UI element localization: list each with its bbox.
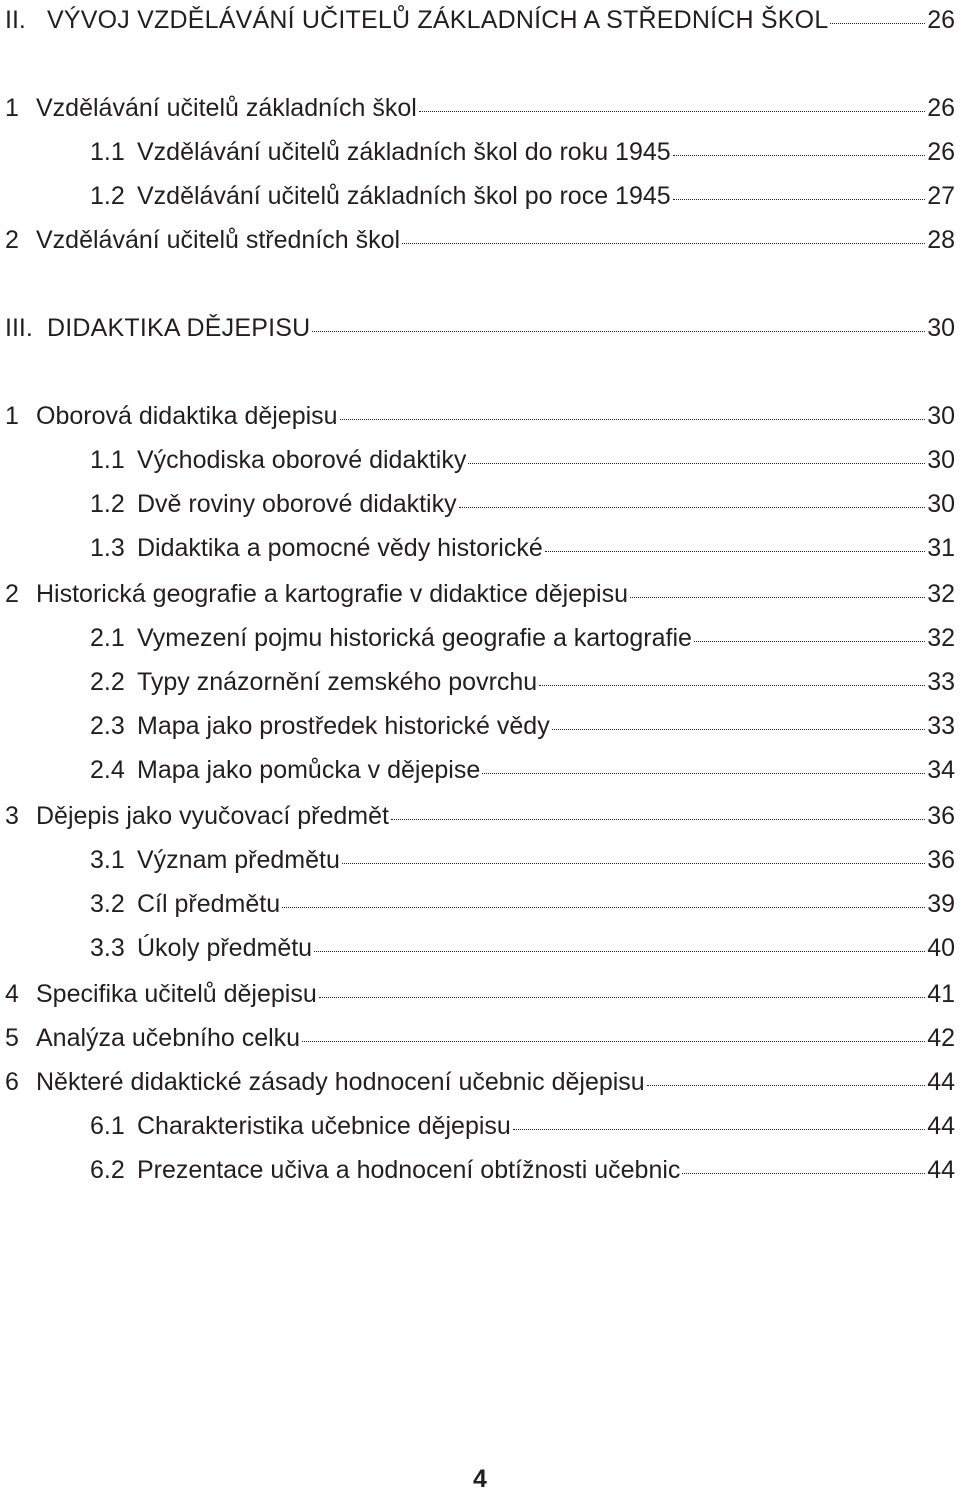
dot-leader	[482, 773, 925, 774]
toc-entry-page: 32	[927, 580, 955, 608]
toc-entry-page: 44	[927, 1068, 955, 1096]
toc-entry-page: 33	[927, 668, 955, 696]
dot-leader	[545, 551, 925, 552]
toc-entry-page: 30	[927, 402, 955, 430]
toc-entry[interactable]	[0, 176, 955, 216]
toc-entry[interactable]	[0, 440, 955, 480]
toc-entry-title: Vzdělávání učitelů základních škol do roku 1945	[137, 138, 671, 166]
toc-entry[interactable]	[0, 706, 955, 746]
toc-entry[interactable]	[0, 840, 955, 880]
dot-leader	[673, 155, 926, 156]
dot-leader	[319, 997, 925, 998]
dot-leader	[340, 419, 926, 420]
toc-entry-number: 3.1	[90, 846, 125, 874]
toc-entry-page: 41	[927, 980, 955, 1008]
dot-leader	[539, 685, 925, 686]
toc-entry[interactable]	[0, 308, 955, 348]
toc-entry-number: 6.1	[90, 1112, 125, 1140]
toc-entry-page: 30	[927, 314, 955, 342]
dot-leader	[468, 463, 925, 464]
toc-entry-number: 1	[5, 94, 19, 122]
toc-entry-title: Prezentace učiva a hodnocení obtížnosti učebnic	[137, 1156, 681, 1184]
toc-entry-page: 33	[927, 712, 955, 740]
toc-entry[interactable]	[0, 974, 955, 1014]
toc-entry[interactable]	[0, 662, 955, 702]
toc-entry-number: 1	[5, 402, 19, 430]
toc-entry-number: III.	[5, 314, 33, 342]
toc-entry-title: Vzdělávání učitelů základních škol	[36, 94, 417, 122]
toc-entry-number: 2	[5, 226, 19, 254]
toc-entry-title: Specifika učitelů dějepisu	[36, 980, 317, 1008]
dot-leader	[419, 111, 925, 112]
toc-entry-number: 1.3	[90, 534, 125, 562]
toc-entry-page: 26	[927, 6, 955, 34]
toc-entry-page: 31	[927, 534, 955, 562]
toc-entry-title: Vzdělávání učitelů základních škol po roce 1945	[137, 182, 671, 210]
toc-entry[interactable]	[0, 0, 955, 40]
dot-leader	[402, 243, 925, 244]
toc-entry-title: Charakteristika učebnice dějepisu	[137, 1112, 511, 1140]
toc-entry-number: 2.3	[90, 712, 125, 740]
dot-leader	[459, 507, 926, 508]
toc-entry-number: 2.4	[90, 756, 125, 784]
toc-entry-number: 1.2	[90, 490, 125, 518]
toc-entry[interactable]	[0, 928, 955, 968]
toc-entry-title: Vzdělávání učitelů středních škol	[36, 226, 401, 254]
toc-entry-title: Typy znázornění zemského povrchu	[137, 668, 538, 696]
toc-entry[interactable]	[0, 88, 955, 128]
dot-leader	[694, 641, 925, 642]
toc-entry-page: 28	[927, 226, 955, 254]
page-number: 4	[473, 1465, 487, 1493]
toc-entry[interactable]	[0, 396, 955, 436]
toc-entry-title: Cíl předmětu	[137, 890, 281, 918]
toc-entry[interactable]	[0, 574, 955, 614]
toc-entry-page: 44	[927, 1156, 955, 1184]
toc-entry[interactable]	[0, 884, 955, 924]
toc-entry-title: DIDAKTIKA DĚJEPISU	[47, 314, 311, 342]
toc-entry-title: Některé didaktické zásady hodnocení učebnic dějepisu	[36, 1068, 645, 1096]
toc-entry-title: Oborová didaktika dějepisu	[36, 402, 338, 430]
dot-leader	[552, 729, 925, 730]
toc-entry-title: Historická geografie a kartografie v didaktice dějepisu	[36, 580, 628, 608]
toc-entry[interactable]	[0, 220, 955, 260]
toc-entry-number: 6	[5, 1068, 19, 1096]
dot-leader	[302, 1041, 925, 1042]
toc-entry-page: 26	[927, 138, 955, 166]
toc-entry-page: 36	[927, 802, 955, 830]
toc-entry-page: 27	[927, 182, 955, 210]
toc-entry-title: Východiska oborové didaktiky	[137, 446, 467, 474]
toc-entry-title: Úkoly předmětu	[137, 934, 313, 962]
toc-entry[interactable]	[0, 528, 955, 568]
dot-leader	[682, 1173, 925, 1174]
toc-entry[interactable]	[0, 1150, 955, 1190]
toc-entry[interactable]	[0, 1106, 955, 1146]
toc-entry-title: Mapa jako pomůcka v dějepise	[137, 756, 481, 784]
toc-entry[interactable]	[0, 484, 955, 524]
toc-entry[interactable]	[0, 1018, 955, 1058]
toc-entry-number: 3.3	[90, 934, 125, 962]
toc-entry-number: 1.1	[90, 446, 125, 474]
toc-entry-page: 34	[927, 756, 955, 784]
toc-entry-title: Dvě roviny oborové didaktiky	[137, 490, 457, 518]
toc-entry-number: 2.1	[90, 624, 125, 652]
toc-entry-page: 39	[927, 890, 955, 918]
toc-entry-page: 42	[927, 1024, 955, 1052]
toc-entry-number: 4	[5, 980, 19, 1008]
dot-leader	[391, 819, 925, 820]
toc-entry-page: 26	[927, 94, 955, 122]
dot-leader	[312, 331, 925, 332]
dot-leader	[282, 907, 925, 908]
toc-entry-number: II.	[5, 6, 26, 34]
toc-entry-title: Analýza učebního celku	[36, 1024, 301, 1052]
dot-leader	[673, 199, 926, 200]
toc-entry-title: Vymezení pojmu historická geografie a kartografie	[137, 624, 692, 652]
toc-entry[interactable]	[0, 1062, 955, 1102]
toc-entry-number: 5	[5, 1024, 19, 1052]
toc-entry[interactable]	[0, 132, 955, 172]
toc-entry[interactable]	[0, 750, 955, 790]
toc-entry-page: 30	[927, 490, 955, 518]
dot-leader	[647, 1085, 925, 1086]
toc-entry-number: 6.2	[90, 1156, 125, 1184]
toc-entry-page: 36	[927, 846, 955, 874]
toc-entry-page: 40	[927, 934, 955, 962]
toc-entry-title: Význam předmětu	[137, 846, 340, 874]
dot-leader	[314, 951, 925, 952]
dot-leader	[342, 863, 925, 864]
dot-leader	[830, 23, 925, 24]
dot-leader	[630, 597, 925, 598]
toc-entry-page: 30	[927, 446, 955, 474]
toc-entry-number: 2.2	[90, 668, 125, 696]
toc-entry-title: Mapa jako prostředek historické vědy	[137, 712, 550, 740]
toc-entry-title: Dějepis jako vyučovací předmět	[36, 802, 389, 830]
toc-entry-page: 32	[927, 624, 955, 652]
toc-entry[interactable]	[0, 618, 955, 658]
toc-entry-number: 1.1	[90, 138, 125, 166]
toc-entry-number: 1.2	[90, 182, 125, 210]
toc-entry-number: 3.2	[90, 890, 125, 918]
toc-entry[interactable]	[0, 796, 955, 836]
toc-entry-number: 2	[5, 580, 19, 608]
toc-entry-title: Didaktika a pomocné vědy historické	[137, 534, 543, 562]
toc-entry-title: VÝVOJ VZDĚLÁVÁNÍ UČITELŮ ZÁKLADNÍCH A STŘEDNÍCH ŠKOL	[47, 6, 829, 34]
dot-leader	[513, 1129, 925, 1130]
toc-entry-number: 3	[5, 802, 19, 830]
toc-entry-page: 44	[927, 1112, 955, 1140]
